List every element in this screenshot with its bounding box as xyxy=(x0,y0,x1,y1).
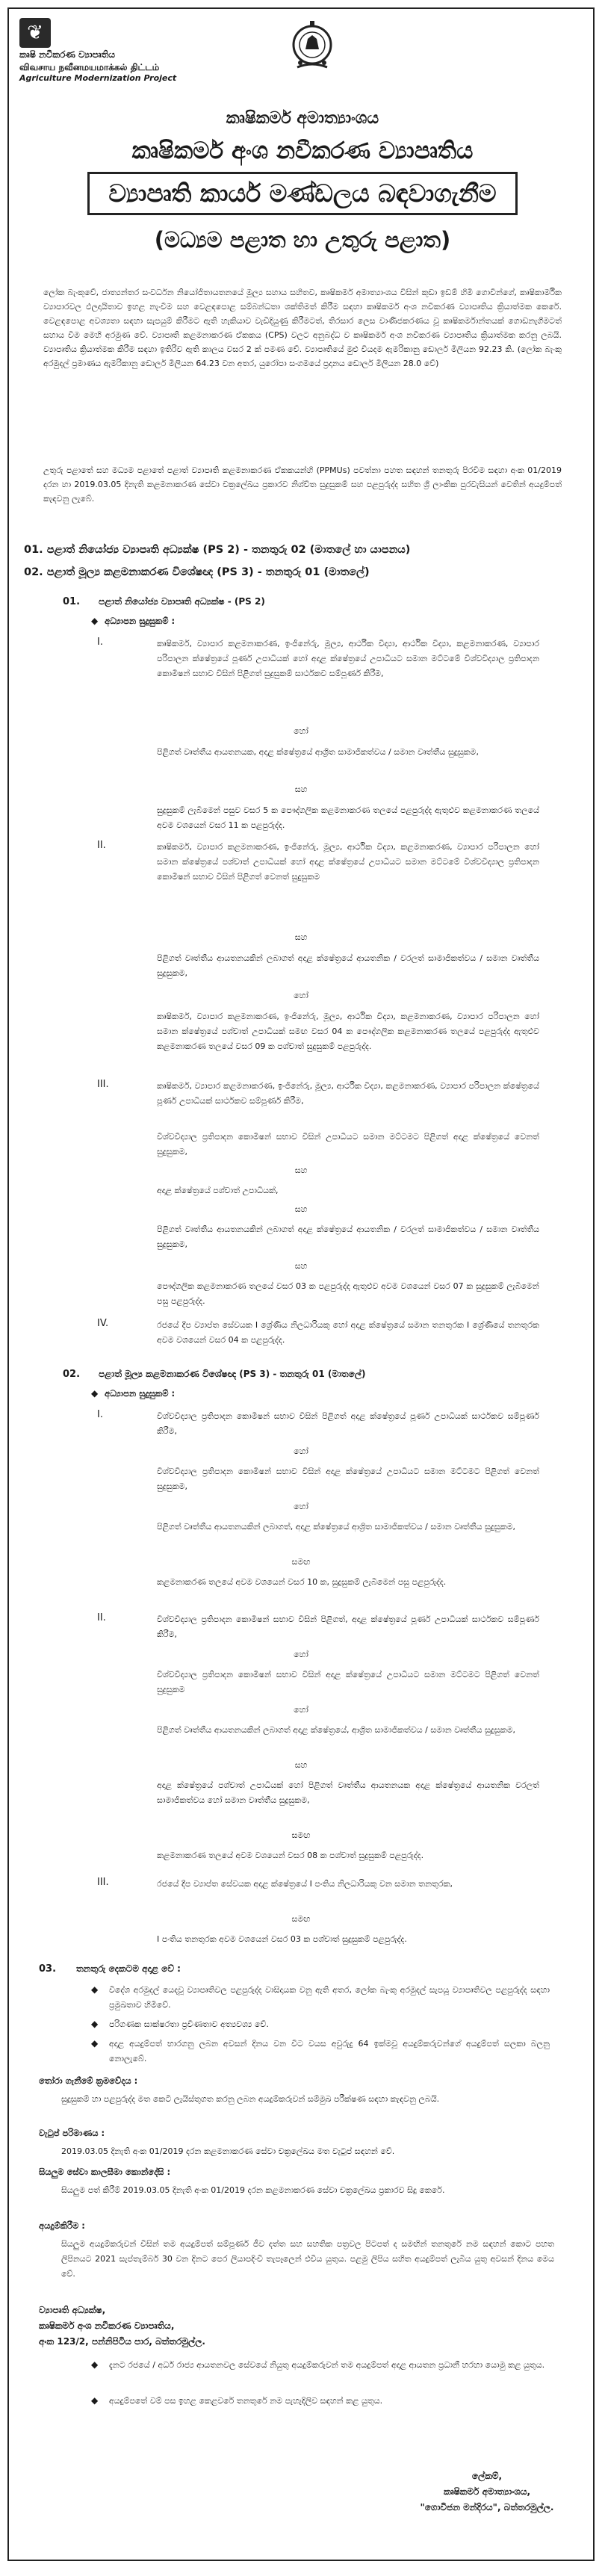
section-number: 02. xyxy=(63,1369,81,1380)
connector-word: සහ xyxy=(294,1760,308,1770)
bullet-icon: ◆ xyxy=(91,1984,99,1995)
project-logo xyxy=(19,18,191,83)
intro-paragraph-2: උතුරු පළාතේ සහ මධ්‍යම පළාතේ පළාත් ව්‍යාපෘති කළමනාකරණ ඒකකයන්හි (PPMUs) පවත්නා පහත සඳහන් තනතුරු පිරවීම සඳහා අංක 01/2019 දරන හා 2019.03.05 දිනැති කළමනාකරණ සේවා චක්‍රලේඛය ප්‍රකාරව නිශ්චිත සුදුසුකම් සහ පළපුරුද්ද සහිත ශ්‍රී ලාංකික පුරවැසියන් වෙතින් අයදුම්පත් කැඳවනු ලැබේ. xyxy=(43,465,562,504)
qualification-text: විශ්වවිද්‍යාල ප්‍රතිපාදන කොමිෂන් සභාව විසින් පිළිගත් අදාළ ක්ෂේත්‍රයේ පූර්ණ උපාධියක් සාර්ථකව සම්පූර්ණ කිරීම, xyxy=(157,1411,539,1436)
connector-word: හෝ xyxy=(294,1502,308,1511)
section-title: පළාත් නියෝජ්‍ය ව්‍යාපෘති අධ්‍යක්ෂ - (PS 2) xyxy=(99,596,265,607)
qualification-text: I පංතිය තනතුරක අවම වශයෙන් වසර 03 ක පශ්චාත් සුදුසුකම් පළපුරුද්ද. xyxy=(157,1934,407,1944)
qualification-text: රජයේ දීප ව්‍යාප්ත සේවයක අදාළ ක්ෂේත්‍රයේ I පංතිය නිලධාරියකු වන සමාන තනතුරක, xyxy=(157,1879,453,1889)
national-emblem-icon xyxy=(290,18,335,75)
terms-label: සියලුම සේවා කාලසීමා කොන්දේසි : xyxy=(39,2167,171,2177)
connector-word: සහ xyxy=(294,932,308,942)
leaf-logo-icon: ❦ xyxy=(19,18,51,48)
qualification-text: කළමනාකරණ තලයේ අවම වශයෙන් වසර 10 ක, සුදුසුකම් ලැබීමෙන් පසු පළපුරුද්ද. xyxy=(157,1577,447,1587)
address-block xyxy=(39,2303,205,2350)
connector-word: සහ xyxy=(294,784,308,794)
qualification-text: පිළිගත් වෘත්තීය ආයතනයකින් ලබාගත්, අදාළ ක්ෂේත්‍රයේ ආශ්‍රිත සාමාජිකත්වය / සමාන වෘත්තීය සුදුසුකම, xyxy=(157,1522,516,1532)
advertisement-page xyxy=(7,7,595,2561)
connector-word: සහ xyxy=(294,1204,308,1214)
item-number: III. xyxy=(97,1877,109,1888)
project-heading: කෘෂිකර්ම අංශ නවීකරණ ව්‍යාපෘතිය xyxy=(131,137,474,164)
address-line: කෘෂිකර්ම අංශ නවීකරණ ව්‍යාපෘතිය, xyxy=(39,2320,175,2331)
section-number: 01. xyxy=(63,596,81,607)
terms-text: සියලුම පත් කිරීම් 2019.03.05 දිනැති අංක 01/2019 දරන කළමනාකරණ සේවා චක්‍රලේඛය ප්‍රකාරව සිදු කෙරේ. xyxy=(61,2185,445,2195)
qualification-text: කළමනාකරණ තලයේ අවම වශයෙන් වසර 08 ක පශ්චාත් සුදුසුකම් පළපුරුද්ද. xyxy=(157,1851,424,1860)
item-number: III. xyxy=(97,1079,109,1090)
salary-label: වැටුප් පරිමාණය : xyxy=(39,2128,105,2138)
qualification-text: පෞද්ගලික කළමනාකරණ තලයේ වසර 03 ක පළපුරුද්ද ඇතුළුව අවම වශයෙන් වසර 07 ක සුදුසුකම් ලැබීමෙන් පසු පළපුරුද්ද. xyxy=(157,1281,539,1306)
salary-text: 2019.03.05 දිනැති අංක 01/2019 දරන කළමනාකරණ සේවා චක්‍රලේඛය මත වැටුප් සඳහන් වේ. xyxy=(61,2146,395,2156)
qualification-text: විශ්වවිද්‍යාල ප්‍රතිපාදන කොමිෂන් සභාව විසින් අදාළ ක්ෂේත්‍රයේ උපාධියට සමාන මට්ටමට පිළිගත් වෙනත් සුදුසුකම xyxy=(157,1670,539,1694)
qualification-text: අදාළ ක්ෂේත්‍රයේ පශ්චාත් උපාධියක්, xyxy=(157,1186,279,1195)
item-number: I. xyxy=(97,637,103,648)
qualification-text: විශ්වවිද්‍යාල ප්‍රතිපාදන කොමිෂන් සභාව විසින් පිළිගත්, අදාළ ක්ෂේත්‍රයේ පූර්ණ උපාධියක් සාර්ථකව සම්පූර්ණ කිරීම, xyxy=(157,1614,539,1639)
post-summary-1: 01. පළාත් නියෝජ්‍ය ව්‍යාපෘති අධ්‍යක්ෂ (PS 2) - තනතුරු 02 (මාතලේ හා යාපනය) xyxy=(24,544,411,556)
qualification-text: පිළිගත් වෘත්තීය ආයතනයක, අදාළ ක්ෂේත්‍රයේ ආශ්‍රිත සාමාජිකත්වය / සමාන වෘත්තීය සුදුසුකම, xyxy=(157,747,479,757)
general-requirement: පරිගණක සාක්ෂරතා ප්‍රවීණතාව අත්‍යවශ්‍ය වේ. xyxy=(109,2019,269,2029)
logo-line-english: Agriculture Modernization Project xyxy=(19,73,177,83)
qualification-text: පිළිගත් වෘත්තීය ආයතනයකින් ලබාගත් අදාළ ක්ෂේත්‍රයේ, ආශ්‍රිත සාමාජිකත්වය / සමාන වෘත්තීය සුදුසුකම, xyxy=(157,1725,516,1735)
section-number: 03. xyxy=(39,1963,57,1975)
qualification-text: විශ්වවිද්‍යාල ප්‍රතිපාදන කොමිෂන් සභාව විසින් අදාළ ක්ෂේත්‍රයේ උපාධියට සමාන මට්ටමට පිළිගත් වෙනත් සුදුසුකම, xyxy=(157,1467,539,1491)
recruitment-title-box: ව්‍යාපෘති කාර්ය මණ්ඩලය බඳවාගැනීම xyxy=(87,172,518,215)
ministry-heading: කෘෂිකර්ම අමාත්‍යාංශය xyxy=(226,109,379,128)
connector-word: හෝ xyxy=(294,1650,308,1659)
connector-word: සහ xyxy=(294,1261,308,1271)
bullet-icon: ◆ xyxy=(91,616,99,626)
connector-word: හෝ xyxy=(294,1705,308,1715)
signoff-line: කෘෂිකර්ම අමාත්‍යාංශය, xyxy=(443,2486,531,2497)
application-note: අයදුම්පතේ වම් පස ඉහළ කෙළවරේ තනතුරේ නම පැහැදිලිව සඳහන් කළ යුතුය. xyxy=(109,2396,383,2406)
qualifications-label: අධ්‍යාපන සුදුසුකම් : xyxy=(105,616,176,626)
bullet-icon: ◆ xyxy=(91,2395,99,2406)
connector-word: හෝ xyxy=(294,1446,308,1456)
qualification-text: කෘෂිකර්ම, ව්‍යාපාර කළමනාකරණ, ඉංජිනේරු, මූල්‍ය, ආර්ථික විද්‍යා, ආර්ථික විද්‍යා, කළමනාකරණ, ව්‍යාපාර පරිපාලන ක්ෂේත්‍රයේ පූර්ණ උපාධියක් හෝ අදාළ ක්ෂේත්‍රයේ උපාධියට සමාන මට්ටමේ විශ්වවිද්‍යාල ප්‍රතිපාදන කොමිෂන් සභාව විසින් පිළිගත් සුදුසුකම් සාර්ථකව සම්පූර්ණ කිරීම, xyxy=(157,639,539,678)
qualification-text: කෘෂිකර්ම, ව්‍යාපාර කළමනාකරණ, ඉංජිනේරු, මූල්‍ය, ආර්ථික විද්‍යා, කළමනාකරණ, ව්‍යාපාර පරිපාලන හෝ සමාන ක්ෂේත්‍රයේ පශ්චාත් උපාධියක් හෝ අදාළ ක්ෂේත්‍රයේ උපාධියට සමාන මට්ටමේ විශ්වවිද්‍යාල ප්‍රතිපාදන කොමිෂන් සභාව විසින් පිළිගත් වෙනත් සුදුසුකම xyxy=(157,842,539,882)
logo-line-sinhala: කෘෂි නවීකරණ ව්‍යාපෘතිය xyxy=(19,49,115,60)
qualification-text: පිළිගත් වෘත්තීය ආයතනයකින් ලබාගත් අදාළ ක්ෂේත්‍රයේ ආයතනික / වරලත් සාමාජිකත්වය / සමාන වෘත්තීය සුදුසුකම, xyxy=(157,1224,539,1249)
item-number: II. xyxy=(97,1612,106,1623)
general-requirement: විදේශ අරමුදල් යෙදවූ ව්‍යාපෘතිවල පළපුරුද්ද වාසිදායක වනු ඇති අතර, ලෝක බැංකු අරමුදල් සැපයූ ව්‍යාපෘතිවල පළපුරුද්ද සඳහා ප්‍රමුඛතාව හිමිවේ. xyxy=(109,1985,550,2010)
intro-paragraph-1: ලෝක බැංකුවේ, ජාත්‍යන්තර සංවර්ධන නියෝජිතායතනයේ මූල්‍ය සහාය සහිතව, කෘෂිකර්ම අමාත්‍යාංශය විසින් කුඩා ඉඩම් හිමි ගොවීන්ගේ, කෘෂිකාර්මික ව්‍යාපාරවල ඵලදායිතාව ඉහළ නැංවීම සහ වෙළඳපොළ සම්බන්ධතා ශක්තිමත් කිරීම සඳහා කෘෂිකර්ම අංශ නවීකරණ ව්‍යාපෘතිය ක්‍රියාත්මක කෙරේ. වෙළඳපොළ අවශ්‍යතා සඳහා සැපයුම් කිරීමට ඇති හැකියාව වැඩිදියුණු කිරීමටත්, තිරසාර ලෙස වාණිජකරණය වූ කෘෂිකර්මාන්තයක් ගොඩනැගීමටත් සහාය වීම මෙහි අරමුණ වේ. ව්‍යාපෘති කළමනාකරණ ඒකකය (CPS) වලට අනුබද්ධ ව කෘෂිකර්ම අංශ නවීකරණ ව්‍යාපෘතිය ක්‍රියාත්මක කරනු ලබයි. ව්‍යාපෘතිය ක්‍රියාත්මක කිරීම සඳහා ඉතිරිව ඇති කාලය වසර 2 ක් පමණ වේ. ව්‍යාපෘතියේ මුළු වියදම ඇමරිකානු ඩොලර් මිලියන 92.23 කි. (ලෝක බැංකු අරමුදල් ප්‍රමාණය ඇමරිකානු ඩොලර් මිලියන 64.23 වන අතර, යුරෝපා සංගමයේ ප්‍රදානය ඩොලර් මිලියන 28.0 වේ) xyxy=(43,288,562,368)
section-title: පළාත් මූල්‍ය කළමනාකරණ විශේෂඥ (PS 3) - තනතුරු 01 (මාතලේ) xyxy=(99,1369,366,1379)
logo-line-tamil: விவசாய நவீனமயமாக்கல் திட்டம் xyxy=(19,62,160,72)
connector-word: සමඟ xyxy=(291,1914,311,1924)
application-note: දැනට රජයේ / අර්ධ රාජ්‍ය ආයතනවල සේවයේ නියුතු අයදුම්කරුවන් තම අයදුම්පත් අදාළ ආයතන ප්‍රධානී හරහා යොමු කළ යුතුය. xyxy=(109,2360,545,2370)
application-label: අයදුම්කිරීම : xyxy=(39,2220,85,2231)
section-title: තනතුරු දෙකටම අදාළ වේ : xyxy=(76,1963,181,1974)
qualification-text: කෘෂිකර්ම, ව්‍යාපාර කළමනාකරණ, ඉංජිනේරු, මූල්‍ය, ආර්ථික විද්‍යා, කළමනාකරණ, ව්‍යාපාර පරිපාලන හෝ සමාන ක්ෂේත්‍රයේ පශ්චාත් උපාධියක් සමඟ වසර 04 ක පෞද්ගලික කළමනාකරණ තලයේ පළපුරුද්ද ඇතුළුව කළමනාකරණ තලයේ වසර 09 ක පශ්චාත් සුදුසුකම් පළපුරුද්ද. xyxy=(157,1012,539,1051)
selection-text: සුදුසුකම් හා පළපුරුද්ද මත කෙටි ලැයිස්තුගත කරනු ලබන අයදුම්කරුවන් සම්මුඛ පරීක්ෂණ සඳහා කැඳවනු ලබයි. xyxy=(61,2094,440,2104)
bullet-icon: ◆ xyxy=(91,1388,99,1399)
qualification-text: කෘෂිකර්ම, ව්‍යාපාර කළමනාකරණ, ඉංජිනේරු, මූල්‍ය, ආර්ථික විද්‍යා, කළමනාකරණ, ව්‍යාපාර පරිපාලන ක්ෂේත්‍රයේ පූර්ණ උපාධියක් සාර්ථකව සම්පූර්ණ කිරීම, xyxy=(157,1081,539,1106)
signoff-block xyxy=(397,2468,577,2515)
item-number: IV. xyxy=(97,1318,109,1329)
bullet-icon: ◆ xyxy=(91,2019,99,2029)
province-subtitle: (මධ්‍යම පළාත හා උතුරු පළාත) xyxy=(154,227,451,253)
qualification-text: පිළිගත් වෘත්තීය ආයතනයකින් ලබාගත් අදාළ ක්ෂේත්‍රයේ ආයතනික / වරලත් සාමාජිකත්වය / සමාන වෘත්තීය සුදුසුකම, xyxy=(157,953,539,978)
address-line: අංක 123/2, පන්නිපිටිය පාර, බත්තරමුල්ල. xyxy=(39,2336,205,2347)
connector-word: හෝ xyxy=(294,726,308,736)
qualification-text: සුදුසුකම් ලැබීමෙන් පසුව වසර 5 ක පෞද්ගලික කළමනාකරණ තලයේ පළපුරුද්ද ඇතුළුව කළමනාකරණ තලයේ අවම වශයෙන් වසර 11 ක පළපුරුද්ද. xyxy=(157,805,539,830)
connector-word: හෝ xyxy=(294,991,308,1000)
connector-word: සමඟ xyxy=(291,1830,311,1840)
qualification-text: විශ්වවිද්‍යාල ප්‍රතිපාදන කොමිෂන් සභාව විසින් උපාධියට සමාන මට්ටමට පිළිගත් අදාළ ක්ෂේත්‍රයේ වෙනත් සුදුසුකම, xyxy=(157,1132,539,1157)
address-line: ව්‍යාපෘති අධ්‍යක්ෂ, xyxy=(39,2305,106,2315)
connector-word: සහ xyxy=(294,1165,308,1175)
selection-label: තෝරා ගැනීමේ ක්‍රමවේදය : xyxy=(39,2075,138,2086)
item-number: I. xyxy=(97,1409,103,1420)
post-summary-2: 02. පළාත් මූල්‍ය කළමනාකරණ විශේෂඥ (PS 3) - තනතුරු 01 (මාතලේ) xyxy=(24,566,370,578)
connector-word: සමඟ xyxy=(291,1557,311,1567)
bullet-icon: ◆ xyxy=(91,2038,99,2049)
qualification-text: අදාළ ක්ෂේත්‍රයේ පශ්චාත් උපාධියක් හෝ පිළිගත් වෘත්තීය ආයතනයක අදාළ ක්ෂේත්‍රයේ ආයතනික වරලත් සාමාජිකත්වය හෝ සමාන වෘත්තීය සුදුසුකම, xyxy=(157,1780,539,1805)
general-requirement: අදාළ අයදුම්පත් භාරගනු ලබන අවසන් දිනය වන විට වයස අවුරුදු 64 ඉක්මවූ අයදුම්කරුවන්ගේ අයදුම්පත් සලකා බලනු නොලැබේ. xyxy=(109,2039,550,2063)
application-text: සියලුම අයදුම්කරුවන් විසින් තම අයදුම්පත් සම්පූර්ණ ජීව දත්ත සහ සහතික පත්‍රවල පිටපත් ද සමඟින් තනතුරේ නම සඳහන් කොට පහත ලිපිනයට 2021 සැප්තැම්බර් 30 වන දිනට පෙර ලියාපදිංචි තැපෑලෙන් එවිය යුතුය. පළමු ලිපිය සහිත අයදුම්පත් ලැබිය යුතු අවසන් දිනය මෙය වේ. xyxy=(61,2239,554,2279)
signoff-line: ලේකම්, xyxy=(471,2471,503,2481)
bullet-icon: ◆ xyxy=(91,2359,99,2370)
qualification-text: රජයේ දීප ව්‍යාප්ත සේවයක I ශ්‍රේණිය නිලධාරියකු හෝ අදාළ ක්ෂේත්‍රයේ සමාන තනතුරක I ශ්‍රේණියේ තනතුරක අවම වශයෙන් වසර 04 ක පළපුරුද්ද. xyxy=(157,1320,539,1345)
item-number: II. xyxy=(97,840,106,851)
qualifications-label: අධ්‍යාපන සුදුසුකම් : xyxy=(105,1388,176,1399)
signoff-line: "ගොවිජන මන්දිරය", බත්තරමුල්ල. xyxy=(420,2502,554,2512)
